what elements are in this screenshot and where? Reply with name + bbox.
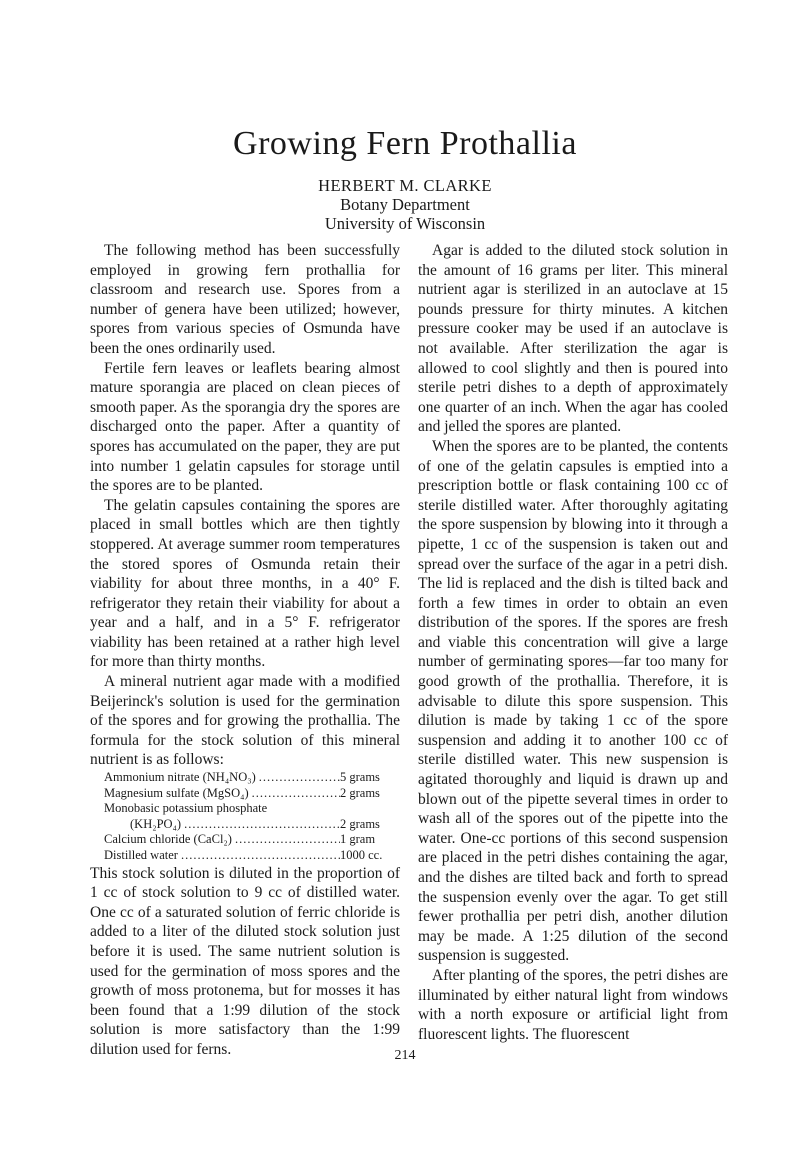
paragraph: Fertile fern leaves or leaflets bearing almost mature sporangia are placed on clean pieces of smooth paper. As the sporangia dry the spores are discharged onto the paper. After a quantity of spores has accumulated on the paper, they are put into number 1 gelatin capsules for storage until the spores are to be planted. [90, 359, 400, 495]
paragraph: Agar is added to the diluted stock solution in the amount of 16 grams per liter. This mineral nutrient agar is sterilized in an autoclave at 15 pounds pressure for thirty minutes. A kitchen pressure cooker may be used if an autoclave is not available. After sterilization the agar is allowed to cool slightly and then is poured into sterile petri dishes to a depth of approximately one quarter of an inch. When the agar has cooled and jelled the spores are planted. [418, 242, 728, 436]
leader-dots [232, 832, 340, 848]
paragraph: This stock solution is diluted in the proportion of 1 cc of stock solution to 9 cc of distilled water. One cc of a saturated solution of ferric chloride is added to a liter of the diluted stock solution just before it is used. The same nutrient solution is used for the germination of moss spores and the growth of moss protonema, but for mosses it has been found that a 1:99 dilution of the stock solution is more satisfactory than the 1:99 dilution used for ferns. [90, 864, 400, 1058]
formula-quantity: 2 grams [340, 785, 380, 800]
formula-quantity: 1000 cc. [340, 848, 383, 862]
paragraph: After planting of the spores, the petri dishes are illuminated by either natural light from windows with a north exposure or artificial light from fluorescent lights. The fluorescent [418, 966, 728, 1043]
formula-row [104, 801, 400, 817]
page-number: 214 [394, 1048, 416, 1063]
formula-quantity: 1 gram [340, 832, 376, 847]
formula-row [104, 832, 400, 848]
left-column [90, 241, 400, 1060]
formula-ingredient: Distilled water [104, 848, 178, 862]
paragraph: The following method has been successfully employed in growing fern prothallia for classroom and research use. Spores from a number of genera have been utilized; however, spores from various species of Osmunda have been the ones ordinarily used. [90, 242, 400, 357]
formula-row [104, 848, 400, 864]
author-institution: University of Wisconsin [324, 214, 486, 233]
byline [0, 176, 810, 233]
formula-ingredient: Magnesium sulfate (MgSO₄) [104, 785, 249, 800]
formula-ingredient: (KH₂PO₄) [130, 816, 182, 831]
right-column [418, 241, 728, 1044]
article-title: Growing Fern Prothallia [233, 125, 577, 162]
paragraph: A mineral nutrient agar made with a modified Beijerinck's solution is used for the germination of the spores and for growing the prothallia. The formula for the stock solution of this mineral nutrient is as follows: [90, 673, 400, 769]
formula-quantity: 2 grams [340, 816, 380, 831]
author-department: Botany Department [340, 195, 470, 214]
formula-ingredient: Calcium chloride (CaCl₂) [104, 832, 232, 847]
formula-table [104, 770, 400, 864]
paragraph: The gelatin capsules containing the spores are placed in small bottles which are then tightly stoppered. At average summer room temperatures the stored spores of Osmunda retain their viability for about three months, in a 40° F. refrigerator they retain their viability for about a year and a half, and in a 5° F. refrigerator viability has been retained at a rather high level for more than thirty months. [90, 496, 400, 671]
formula-row [104, 786, 400, 802]
leader-dots [178, 848, 340, 864]
formula-quantity: 5 grams [340, 770, 380, 785]
paragraph: When the spores are to be planted, the contents of one of the gelatin capsules is emptied into a prescription bottle or flask containing 100 cc of sterile distilled water. After thoroughly agitating the spore suspension by blowing into it through a pipette, 1 cc of the suspension is taken out and spread over the surface of the agar in a petri dish. The lid is replaced and the dish is tilted back and forth a few times in order to obtain an even distribution of the spores. If the spores are fresh and viable this concentration will give a large number of germinating spores—far too many for good growth of the prothallia. Therefore, it is advisable to dilute this spore suspension. This dilution is made by taking 1 cc of the spore suspension and adding it to another 100 cc of sterile distilled water. This new suspension is agitated thoroughly and liquid is drawn up and blown out of the pipette several times in order to wash all of the spores out of the pipette into the water. One-cc portions of this second suspension are placed in the petri dishes containing the agar, and the dishes are tilted back and forth to spread the suspension evenly over the agar. To get still fewer prothallia per petri dish, another dilution may be made. A 1:25 dilution of the second suspension is suggested. [418, 437, 728, 965]
formula-row [104, 817, 400, 833]
leader-dots [256, 770, 340, 786]
leader-dots [249, 786, 340, 802]
formula-row [104, 770, 400, 786]
author-name: HERBERT M. CLARKE [318, 176, 492, 195]
leader-dots [181, 817, 340, 833]
formula-ingredient: Monobasic potassium phosphate [104, 801, 268, 816]
formula-ingredient: Ammonium nitrate (NH₄NO₃) [104, 770, 256, 785]
